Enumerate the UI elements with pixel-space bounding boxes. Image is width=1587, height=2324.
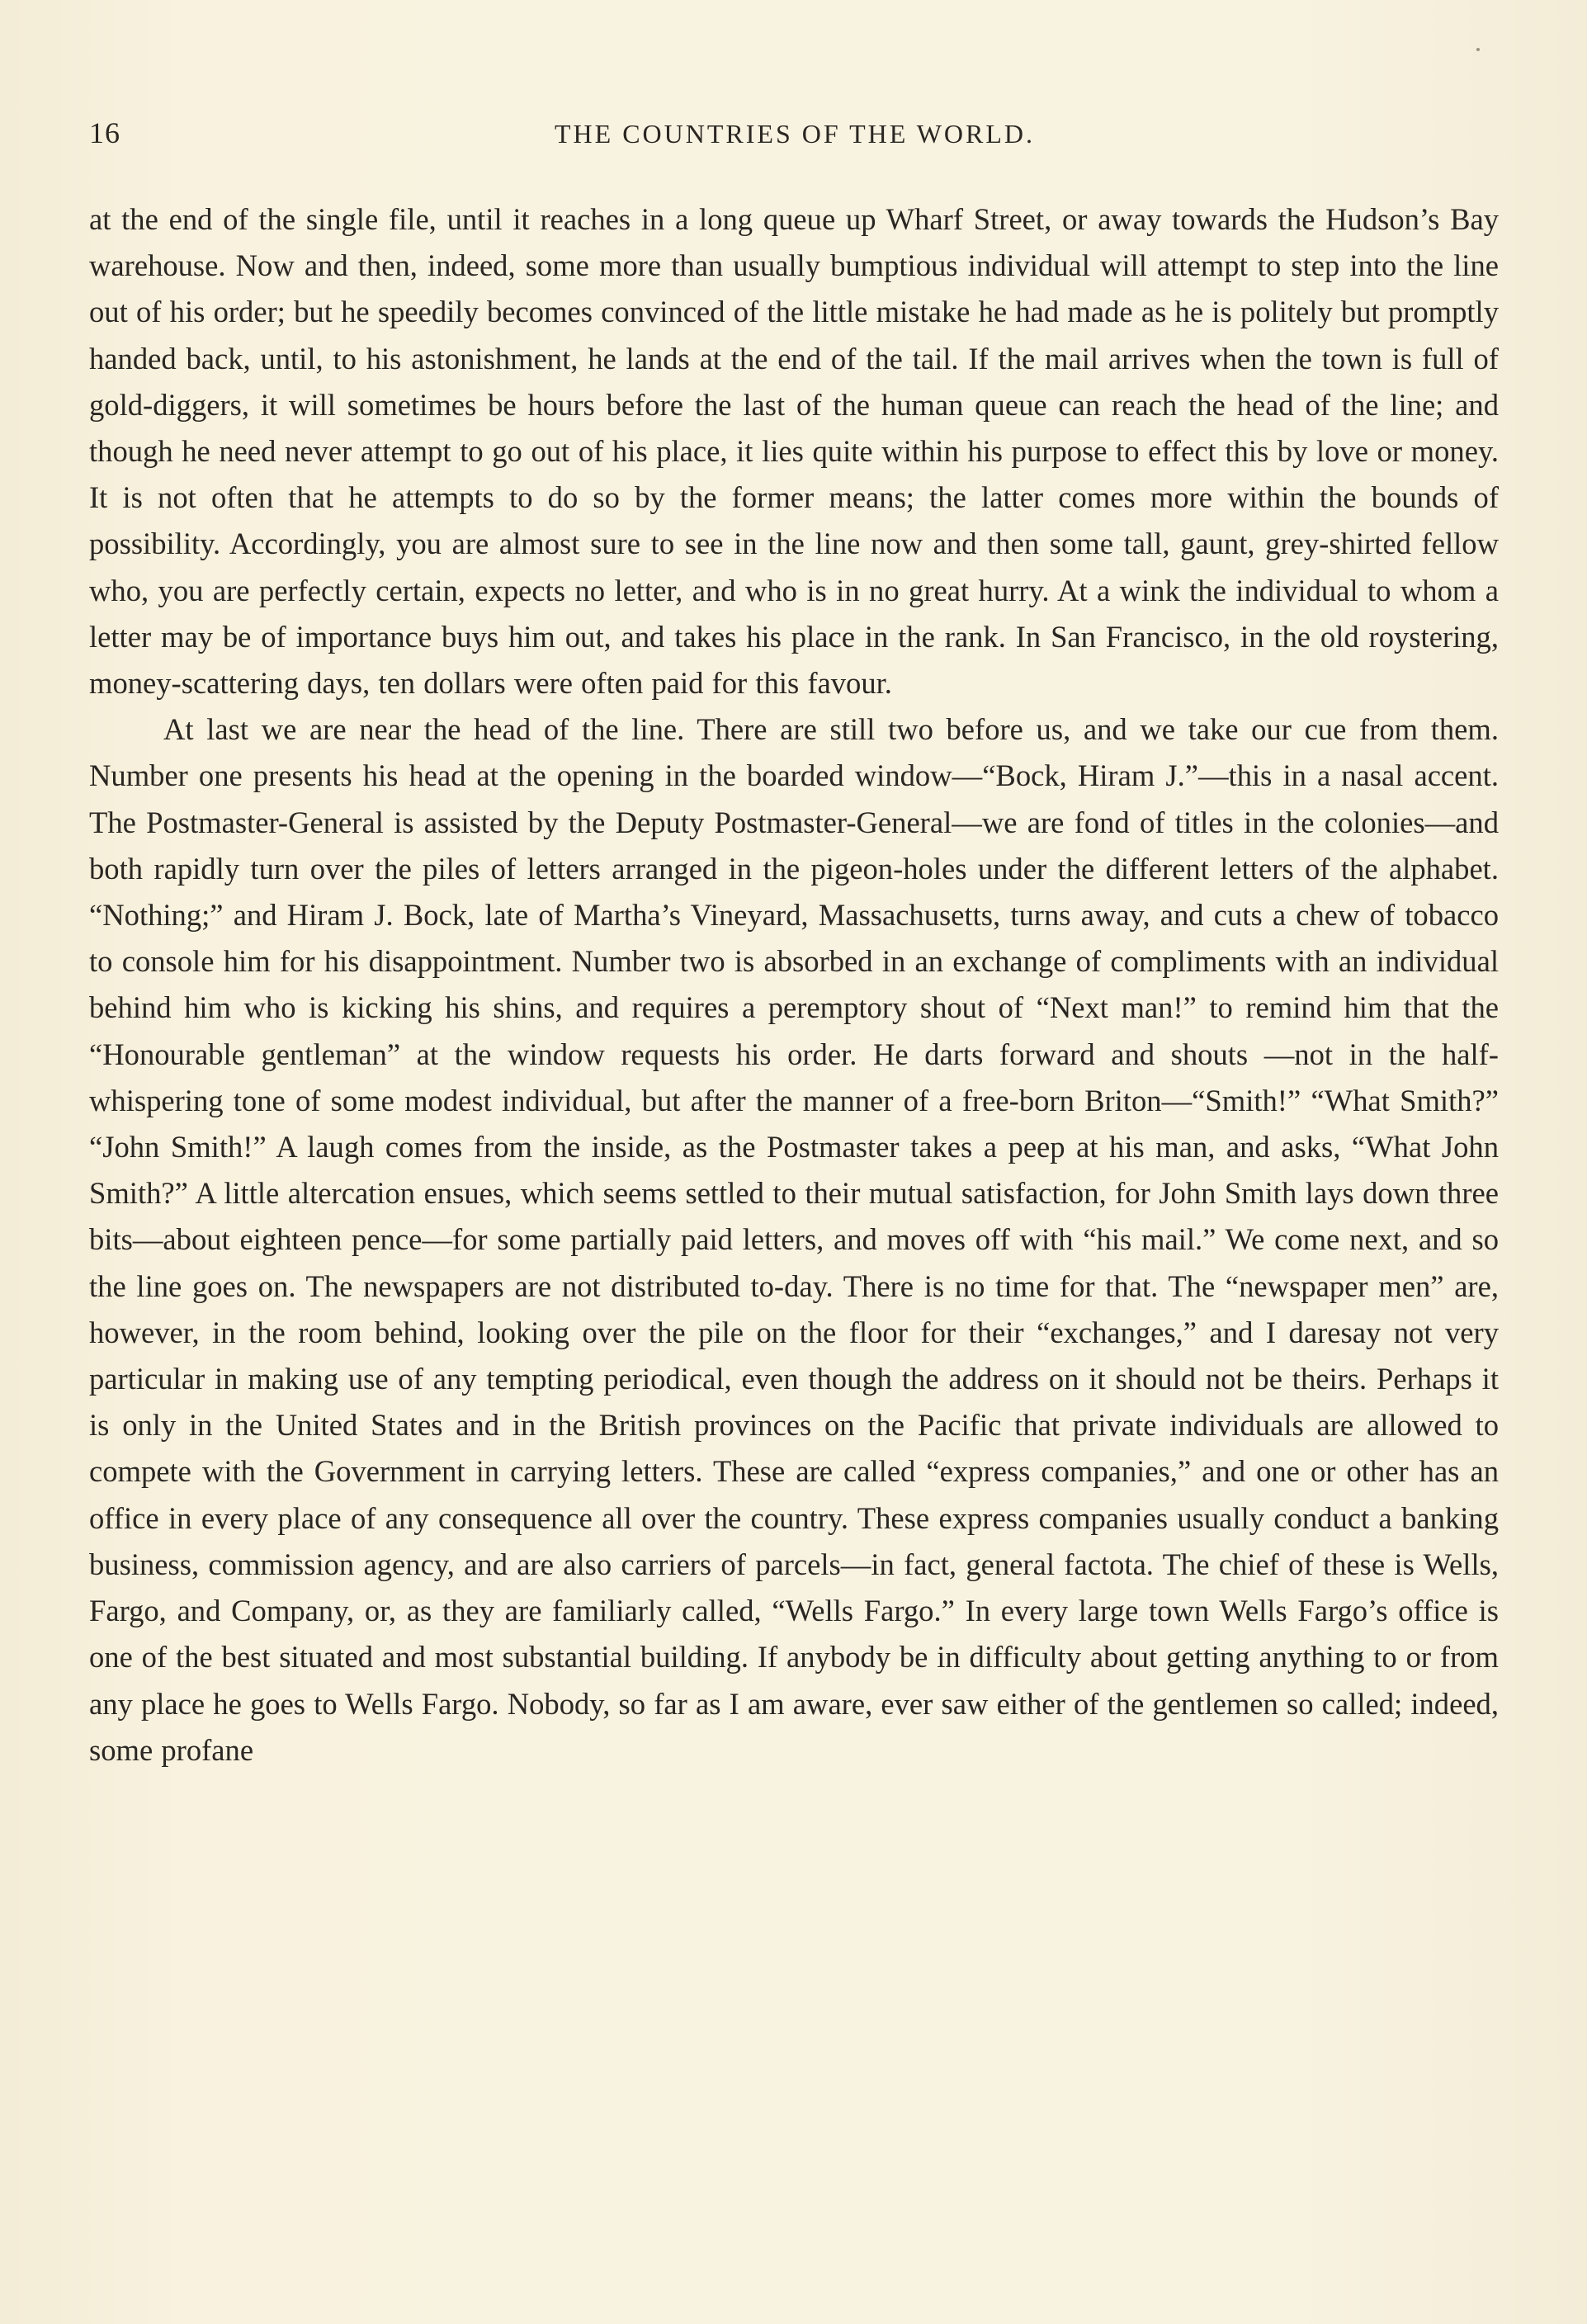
page-number: 16 bbox=[89, 116, 120, 149]
page-header bbox=[89, 116, 1500, 165]
body-text bbox=[89, 196, 1499, 2161]
paragraph: At last we are near the head of the line. There are still two before us, and we take our cue from them. Number one presents his head at the opening in the boarded window—“Bock, Hiram J.”—this in a nasal accent. The Postmaster-General is assisted by the Deputy Postmaster-General—we are fond of titles in the colonies—and both rapidly turn over the piles of letters arranged in the pigeon-holes under the different letters of the alphabet. “Nothing;” and Hiram J. Bock, late of Martha’s Vineyard, Massachusetts, turns away, and cuts a chew of tobacco to console him for his disappointment. Number two is absorbed in an exchange of compliments with an individual behind him who is kicking his shins, and requires a peremptory shout of “Next man!” to remind him that the “Honourable gentleman” at the window requests his order. He darts forward and shouts —not in the half-whispering tone of some modest individual, but after the manner of a free-born Briton—“Smith!” “What Smith?” “John Smith!” A laugh comes from the inside, as the Postmaster takes a peep at his man, and asks, “What John Smith?” A little altercation ensues, which seems settled to their mutual satisfaction, for John Smith lays down three bits—about eighteen pence—for some partially paid letters, and moves off with “his mail.” We come next, and so the line goes on. The newspapers are not distributed to-day. There is no time for that. The “newspaper men” are, however, in the room behind, looking over the pile on the floor for their “exchanges,” and I daresay not very particular in making use of any tempting periodical, even though the address on it should not be theirs. Perhaps it is only in the United States and in the British provinces on the Pacific that private individuals are allowed to compete with the Government in carrying letters. These are called “express companies,” and one or other has an office in every place of any consequence all over the country. These express companies usually conduct a banking business, commission agency, and are also carriers of parcels—in fact, general factota. The chief of these is Wells, Fargo, and Company, or, as they are familiarly called, “Wells Fargo.” In every large town Wells Fargo’s office is one of the best situated and most substantial building. If anybody be in difficulty about getting anything to or from any place he goes to Wells Fargo. Nobody, so far as I am aware, ever saw either of the gentlemen so called; indeed, some profane bbox=[89, 712, 1499, 1767]
running-title: THE COUNTRIES OF THE WORLD. bbox=[554, 119, 1036, 149]
paper-speck bbox=[1476, 48, 1480, 51]
paragraph-continued: at the end of the single file, until it reaches in a long queue up Wharf Street, or away towards the Hudson’s Bay warehouse. Now and then, indeed, some more than usually bumptious individual will attempt to step into the line out of his order; but he speedily becomes convinced of the little mistake he had made as he is politely but promptly handed back, until, to his astonishment, he lands at the end of the tail. If the mail arrives when the town is full of gold-diggers, it will sometimes be hours before the last of the human queue can reach the head of the line; and though he need never attempt to go out of his place, it lies quite within his purpose to effect this by love or money. It is not often that he attempts to do so by the former means; the latter comes more within the bounds of possibility. Accordingly, you are almost sure to see in the line now and then some tall, gaunt, grey-shirted fellow who, you are perfectly certain, expects no letter, and who is in no great hurry. At a wink the individual to whom a letter may be of importance buys him out, and takes his place in the rank. In San Francisco, in the old roystering, money-scattering days, ten dollars were often paid for this favour. bbox=[89, 202, 1499, 701]
